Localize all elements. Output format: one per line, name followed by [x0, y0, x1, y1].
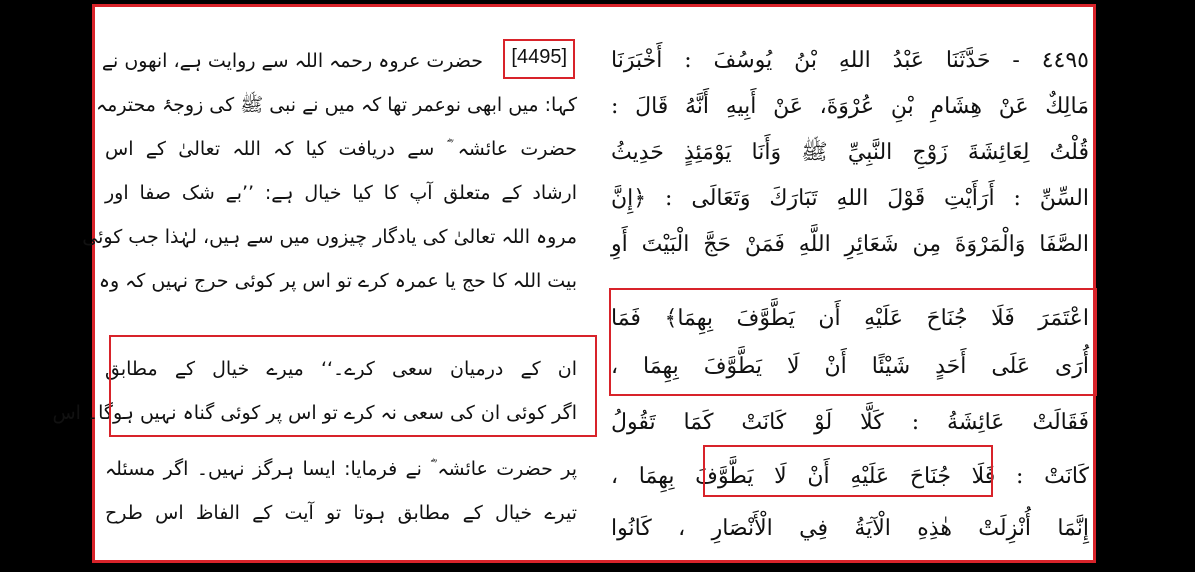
urdu-line-10: تیرے خیال کے مطابق ہوتا تو آیت کے الفاظ اس طرح — [105, 502, 577, 524]
urdu-line-2: کہا: میں ابھی نوعمر تھا کہ میں نے نبی ﷺ کی زوجۂ محترمہ — [96, 94, 577, 116]
urdu-line-3: حضرت عائشہ ؓ سے دریافت کیا کہ اللہ تعالیٰ کے اس — [105, 138, 577, 160]
urdu-line-7: ان کے درمیان سعی کرے۔‘‘ میرے خیال کے مطابق — [105, 358, 577, 380]
arabic-line-1: ٤٤٩٥ - حَدَّثَنَا عَبْدُ اللهِ بْنُ يُوسُفَ : أَخْبَرَنَا — [611, 48, 1089, 73]
arabic-line-2: مَالِكٌ عَنْ هِشَامِ بْنِ عُرْوَةَ، عَنْ أَبِيهِ أَنَّهُ قَالَ : — [611, 94, 1089, 119]
urdu-translation-column — [52, 7, 583, 560]
urdu-line-6: بیت اللہ کا حج یا عمرہ کرے تو اس پر کوئی حرج نہیں کہ وہ — [98, 270, 577, 292]
urdu-line-5: مروہ اللہ تعالیٰ کی یادگار چیزوں میں سے ہیں، لہٰذا جب کوئی — [82, 226, 577, 248]
arabic-line-6: اعْتَمَرَ فَلَا جُنَاحَ عَلَيْهِ أَن يَطَّوَّفَ بِهِمَا﴾ فَمَا — [611, 306, 1089, 331]
urdu-line-8: اگر کوئی ان کی سعی نہ کرے تو اس پر کوئی گناہ نہیں ہوگا۔ اس — [52, 402, 577, 424]
arabic-line-8: فَقَالَتْ عَائِشَةُ : كَلَّا لَوْ كَانَتْ كَمَا تَقُولُ — [611, 410, 1089, 435]
arabic-hadith-column — [607, 7, 1095, 560]
arabic-line-5: الصَّفَا وَالْمَرْوَةَ مِن شَعَائِرِ اللَّهِ فَمَنْ حَجَّ الْبَيْتَ أَوِ — [611, 232, 1089, 257]
arabic-line-9: كَانَتْ : فَلَا جُنَاحَ عَلَيْهِ أَنْ لَا يَطَّوَّفَ بِهِمَا ، — [611, 464, 1089, 489]
arabic-line-3: قُلْتُ لِعَائِشَةَ زَوْجِ النَّبِيِّ ﷺ وَأَنَا يَوْمَئِذٍ حَدِيثُ — [611, 140, 1089, 165]
urdu-line-1: حضرت عروہ رحمہ اللہ سے روایت ہے، انھوں نے — [101, 50, 483, 72]
urdu-line-4: ارشاد کے متعلق آپ کا کیا خیال ہے: ’’بے شک صفا اور — [105, 182, 577, 204]
arabic-line-7: أُرَى عَلَى أَحَدٍ شَيْئًا أَنْ لَا يَطَّوَّفَ بِهِمَا ، — [611, 354, 1089, 379]
hadith-reference-number: [4495] — [503, 39, 575, 79]
arabic-line-10: إِنَّمَا أُنْزِلَتْ هٰذِهِ الْآيَةُ فِي الْأَنْصَارِ ، كَانُوا — [611, 516, 1089, 541]
urdu-line-9: پر حضرت عائشہ ؓ نے فرمایا: ایسا ہرگز نہیں۔ اگر مسئلہ — [105, 458, 577, 480]
arabic-line-4: السِّنِّ : أَرَأَيْتِ قَوْلَ اللهِ تَبَارَكَ وَتَعَالَى : ﴿إِنَّ — [611, 186, 1089, 211]
document-page — [52, 4, 1096, 563]
